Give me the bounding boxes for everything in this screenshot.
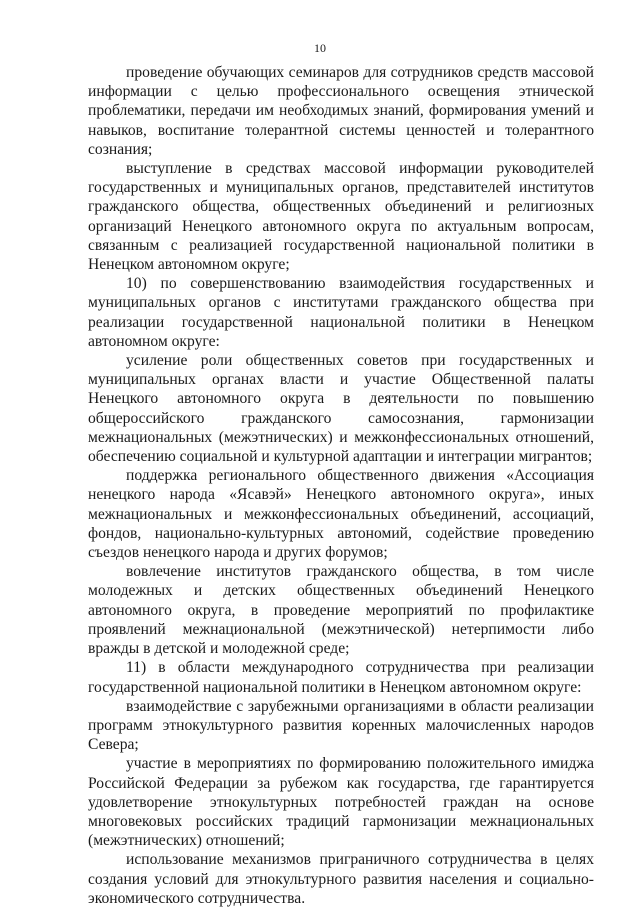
- paragraph: проведение обучающих семинаров для сотрудников средств массовой информации с целью профессионального освещения этнической проблематики, передачи им необходимых знаний, формирования умений и навыков, воспитание толерантной системы ценностей и толерантного сознания;: [88, 64, 594, 158]
- paragraph: усиление роли общественных советов при государственных и муниципальных органах власти и участие Общественной палаты Ненецкого автономного округа в деятельности по повышению общероссийского гражданского самосознания, гармонизации межнациональных (межэтнических) и межконфессиональных отношений, обеспечению социальной и культурной адаптации и интеграции мигрантов;: [88, 352, 594, 466]
- paragraph: вовлечение институтов гражданского общества, в том числе молодежных и детских общественных объединений Ненецкого автономного округа, в проведение мероприятий по профилактике проявлений межнациональной (межэтнической) нетерпимости либо вражды в детской и молодежной среде;: [88, 563, 594, 658]
- paragraph: 11) в области международного сотрудничества при реализации государственной национальной политики в Ненецком автономном округе:: [88, 659, 594, 696]
- document-body: [88, 63, 594, 908]
- paragraph: поддержка регионального общественного движения «Ассоциация ненецкого народа «Ясавэй» Ненецкого автономного округа», иных межнациональных и межконфессиональных объединений, ассоциаций, фондов, национально-культурных автономий, содействие проведению съездов ненецкого народа и других форумов;: [88, 467, 594, 562]
- paragraph: участие в мероприятиях по формированию положительного имиджа Российской Федерации за рубежом как государства, где гарантируется удовлетворение этнокультурных потребностей граждан на основе многовековых российских традиций гармонизации межнациональных (межэтнических) отношений;: [88, 755, 594, 850]
- paragraph: выступление в средствах массовой информации руководителей государственных и муниципальных органов, представителей институтов гражданского общества, общественных объединений и религиозных организаций Ненецкого автономного округа по актуальным вопросам, связанным с реализацией государственной национальной политики в Ненецком автономном округе;: [88, 160, 594, 274]
- paragraph: использование механизмов приграничного сотрудничества в целях создания условий для этнокультурного развития населения и социально-экономического сотрудничества.: [88, 851, 594, 907]
- paragraph: взаимодействие с зарубежными организациями в области реализации программ этнокультурного развития коренных малочисленных народов Севера;: [88, 697, 594, 754]
- paragraph: 10) по совершенствованию взаимодействия государственных и муниципальных органов с институтами гражданского общества при реализации государственной национальной политики в Ненецком автономном округе:: [88, 275, 594, 350]
- page-number: 10: [314, 41, 326, 55]
